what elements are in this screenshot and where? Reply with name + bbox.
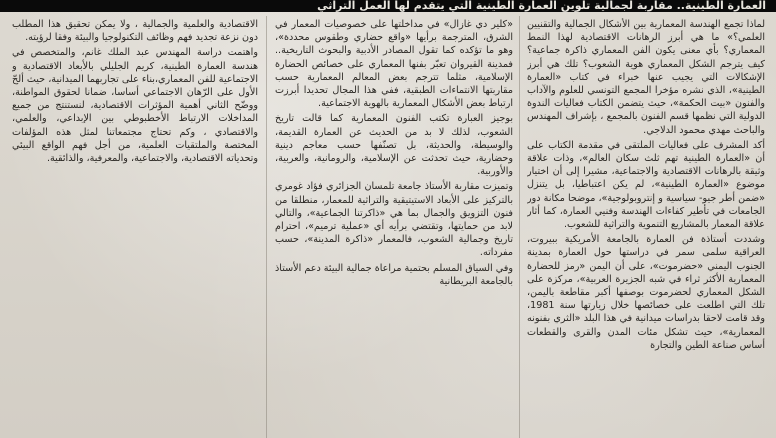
column-middle	[275, 18, 513, 438]
paragraph: لماذا تجمع الهندسة المعمارية بين الأشكال الجمالية والتقنيين العلمي؟» ما هي أبرز الرهانات الاقتصادية لهذا النمط المعماري؟ بأي معنى يكون الفن المعماري ذاكرة جماعية؟ كيف يترجم الشكل المعماري هوية الشعوب؟ تلك هي أبرز الإشكالات التي يجيب عنها خبراء في كتاب «العمارة الطينية»، الذي نشره مؤخرا المجمع التونسي للعلوم والآداب والفنون «بيت الحكمة»، حيث يتضمن الكتاب فعاليات الندوة الدولية التي نظمها قسم الفنون بالمجمع ، بإشراف المهندس والباحث مهدي محمود الدلاجي.	[527, 19, 765, 136]
column-divider	[519, 16, 520, 438]
paragraph: وشددت أستاذة فن العمارة بالجامعة الأمريكية ببيروت، العراقية سلمى سمر في دراستها حول العمارة بمدينة الجنوب اليمني «حضرموت»، على أن اليمن «رمز للحضارة المعمارية الأكثر ثراء في شبه الجزيرة العربية»، مركزة على الشكل المعماري لحضرموت بوصفها أكبر مقاطعة باليمن، تلك التي اطلعت على خصائصها خلال زيارتها سنة 1981، وقد قامت لاحقا بدراسات ميدانية في هذا البلد «الثري بفنونه المعمارية»، حيث تشكل مئات المدن والقرى والقطعات أساس صناعة الطين والتجارة	[527, 234, 765, 351]
paragraph: بوجيز العبارة تكتب الفنون المعمارية كما قالت تاريخ الشعوب، لذلك لا بد من الحديث عن العمارة القديمة، والوسيطة، والحديثة، بل تصنّفها حسب معاجم دينية وحضارية، حيث تحدثت عن الإسلامية، والرومانية، والعربية، والأوربية.	[275, 113, 513, 178]
column-left	[12, 18, 258, 438]
article-headline: العمارة الطينية.. مقاربة لجمالية تلوين العمارة الطينية التي يتقدم لها العمل التراثي	[0, 0, 776, 12]
column-right	[527, 18, 765, 438]
paragraph: أكد المشرف على فعاليات الملتقى في مقدمة الكتاب على أن «العمارة الطينية تهم ثلث سكان العالم»، وذات علاقة وثيقة بالرهانات الاقتصادية والاجتماعية، مشيرا إلى أن اختيار موضوع «العمارة الطينية»، لم يكن اعتباطيا، بل يتنزل «ضمن أطر جيو- سياسية و إنتروبولوجية»، موضحا مكانة دور الجامعات في تأطير كفاءات الهندسة وفنيي العمارة، كما أثار علاقة المعمار بالمشاريع التنموية والتراثية للشعوب.	[527, 139, 765, 231]
paragraph: «كلير دي غازال» في مداخلتها على خصوصيات المعمار في الشرق، المترجمة برأيها «واقع حضاري وطقوس محددة»، وهو ما تؤكده كما تقول المصادر الأدبية والبحوث التاريخية.. فمدينة القيروان تعبّر بفنها المعماري على خصائص الحضارة الإسلامية، مثلما تترجم بعض المعالم المعمارية حسب مقاربتها الانتماءات الطبقية، ففي هذا المجال تحديدا أبرزت ارتباط بعض الأشكال المعمارية بالهوية الاجتماعية.	[275, 19, 513, 110]
paragraph: وتميزت مقاربة الأستاذ جامعة تلمسان الجزائري فؤاد غومري بالتركيز على الأبعاد الاستيتيقية والتراثية للمعمار، منطلقا من فنون التزويق والجمال بما هي «ذاكرتنا الجماعية»، والتالي لابد من حمايتها، وتقتضي برأيه أي «عملية ترميم»، احترام تاريخ وجمالية الشعوب، فالمعمار «ذاكرة المدينة»، حسب مفرداته.	[275, 181, 513, 259]
paragraph: وفي السياق المسلم بحتمية مراعاة جمالية البيئة دعم الأستاذ بالجامعة البريطانية	[275, 262, 513, 287]
paragraph: واهتمت دراسة المهندس عبد الملك غانم، والمتخصص في هندسة العمارة الطينية، كريم الجليلي بالأبعاد الاقتصادية و الاجتماعية للفن المعماري،بناء على تجاربهما الميدانية، حيث ألحّ الأول على الرّهان الاجتماعي أساسا، ضمانا لحقوق المواطنة، ووضّح الثاني أهمية المؤثرات الاقتصادية، لنستنتج من جميع المداخلات الارتباط الأخطبوطي بين الإبداعي، والعلمي، والاقتصادي ، وكم تحتاج مجتمعاتنا لمثل هذه المؤلفات المختصة والملتقيات العلمية، من أجل فهم الواقع البيئي وتحدياته الاقتصادية، والاجتماعية، والمعرفية، والذائقية.	[12, 47, 258, 165]
paragraph: الاقتصادية والعلمية والجمالية ، ولا يمكن تحقيق هذا المطلب دون نزعة تجديد فهم وظائف التكنولوجيا والبيئة وفقا لرؤيته.	[12, 19, 258, 44]
column-divider	[266, 16, 267, 438]
